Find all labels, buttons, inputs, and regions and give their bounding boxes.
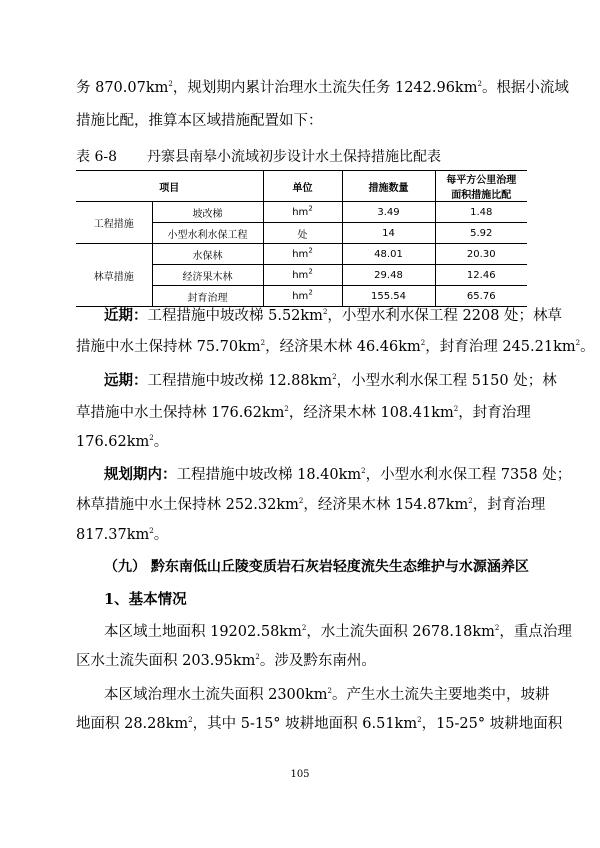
measures-table: [76, 170, 527, 307]
group-forest-grass: 林草措施: [76, 244, 152, 307]
quantity-cell: 155.54: [342, 286, 435, 307]
unit-cell: 处: [263, 223, 342, 244]
long-term-line: 远期：工程措施中坡改梯 $12.88km^2$，小型水利水保工程 5150 处；林: [104, 372, 557, 389]
ratio-cell: 1.48: [435, 202, 527, 223]
paragraph-line: $176.62km^2$。: [76, 434, 169, 450]
group-engineering: 工程措施: [76, 202, 152, 244]
item-cell: 水保林: [152, 244, 263, 265]
table-number: 表 6-8: [76, 149, 117, 165]
table-title: 丹寨县南皋小流域初步设计水土保持措施比配表: [147, 149, 441, 165]
table-row: [76, 202, 527, 223]
unit-cell: $hm^2$: [263, 244, 342, 265]
ratio-cell: 5.92: [435, 223, 527, 244]
paragraph-line: 本区域治理水土流失面积 $2300km^2$。产生水土流失主要地类中，坡耕: [104, 687, 550, 703]
near-term-line: 近期：工程措施中坡改梯 $5.52km^2$，小型水利水保工程 2208 处；林草: [104, 307, 563, 324]
item-cell: 封育治理: [152, 286, 263, 307]
quantity-cell: 29.48: [342, 265, 435, 286]
subheading: 1、基本情况: [104, 591, 187, 608]
paragraph-line: 务 $870.07km^2$，规划期内累计治理水土流失任务 $1242.96km^2$。根据小流域: [76, 80, 569, 96]
header-unit: 单位: [263, 171, 342, 202]
page-number: 105: [290, 769, 310, 780]
ratio-cell: 12.46: [435, 265, 527, 286]
paragraph-line: 措施比配，推算本区域措施配置如下：: [76, 113, 323, 129]
paragraph-line: 本区域土地面积 $19202.58km^2$，水土流失面积 $2678.18km^2$，重点治理: [104, 624, 572, 640]
item-cell: 小型水利水保工程: [152, 223, 263, 244]
paragraph-line: 地面积 $28.28km^2$，其中 5-15° 坡耕地面积 $6.51km^2$，15-25° 坡耕地面积: [76, 716, 563, 732]
paragraph-line: 区水土流失面积 $203.95km^2$。涉及黔东南州。: [76, 653, 376, 669]
quantity-cell: 3.49: [342, 202, 435, 223]
section-heading: （九） 黔东南低山丘陵变质岩石灰岩轻度流失生态维护与水源涵养区: [104, 559, 529, 575]
plan-period-line: 规划期内：工程措施中坡改梯 $18.40km^2$，小型水利水保工程 7358 处；: [104, 466, 572, 483]
unit-cell: $hm^2$: [263, 265, 342, 286]
header-item: 项目: [76, 171, 263, 202]
paragraph-line: 草措施中水土保持林 $176.62km^2$，经济果木林 $108.41km^2$，封育治理: [76, 405, 531, 421]
item-cell: 经济果木林: [152, 265, 263, 286]
paragraph-line: 林草措施中水土保持林 $252.32km^2$，经济果木林 $154.87km^2$，封育治理: [76, 497, 546, 513]
ratio-cell: 65.76: [435, 286, 527, 307]
quantity-cell: 48.01: [342, 244, 435, 265]
quantity-cell: 14: [342, 223, 435, 244]
header-quantity: 措施数量: [342, 171, 435, 202]
table-caption: [76, 146, 441, 166]
unit-cell: $hm^2$: [263, 286, 342, 307]
long-term-label: 远期：: [104, 372, 148, 389]
table-header-row: [76, 171, 527, 202]
unit-cell: $hm^2$: [263, 202, 342, 223]
item-cell: 坡改梯: [152, 202, 263, 223]
table-row: [76, 244, 527, 265]
ratio-cell: 20.30: [435, 244, 527, 265]
header-ratio: 每平方公里治理面积措施比配: [435, 171, 527, 202]
paragraph-line: $817.37km^2$。: [76, 527, 169, 543]
paragraph-line: 措施中水土保持林 $75.70km^2$，经济果木林 $46.46km^2$，封育治理 $245.21km^2$。: [76, 339, 595, 355]
plan-period-label: 规划期内：: [104, 466, 177, 483]
near-term-label: 近期：: [104, 307, 148, 324]
